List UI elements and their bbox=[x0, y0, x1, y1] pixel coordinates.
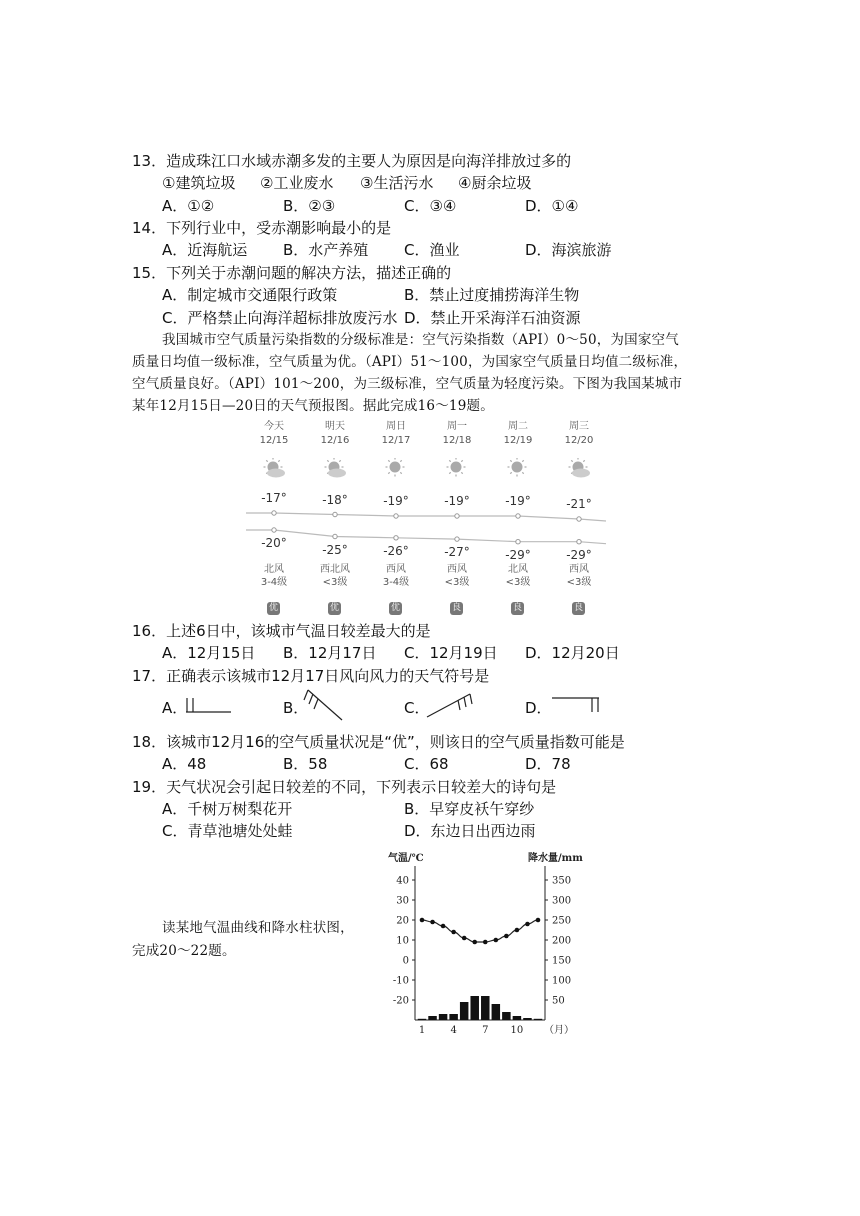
y2-tick-label: 50 bbox=[552, 995, 565, 1007]
y-axis-label: 气温/℃ bbox=[388, 853, 424, 864]
forecast-high-temp: -19° bbox=[444, 494, 470, 508]
y2-tick-label: 200 bbox=[552, 935, 572, 947]
forecast-wind-direction: 西北风 bbox=[320, 564, 350, 575]
forecast-low-temp: -29° bbox=[566, 547, 592, 562]
temperature-point bbox=[483, 940, 488, 945]
temperature-point bbox=[441, 924, 446, 929]
q13-item-3: ③生活污水 bbox=[360, 174, 434, 192]
q19-option-d[interactable]: D．东边日出西边雨 bbox=[404, 822, 536, 840]
aqi-badge bbox=[328, 595, 341, 615]
partly-cloudy-icon bbox=[263, 458, 287, 482]
precip-bar bbox=[439, 1014, 448, 1020]
q14-option-b[interactable]: B．水产养殖 bbox=[283, 241, 369, 259]
sunny-icon bbox=[385, 458, 409, 482]
temperature-point bbox=[462, 936, 467, 941]
forecast-wind-level: <3级 bbox=[566, 577, 592, 588]
precip-bar bbox=[534, 1019, 543, 1020]
forecast-day-label: 今天 bbox=[264, 421, 284, 432]
temperature-point bbox=[430, 920, 435, 925]
high-temp-line-point bbox=[516, 514, 520, 518]
precip-bar bbox=[449, 1014, 458, 1020]
aqi-badge-label: 良 bbox=[512, 603, 522, 613]
low-temp-line-point bbox=[272, 528, 276, 532]
y-tick-label: 0 bbox=[402, 955, 409, 967]
climate-intro-line-1: 读某地气温曲线和降水柱状图， bbox=[162, 920, 354, 936]
forecast-date-label: 12/18 bbox=[442, 435, 472, 446]
forecast-day-label: 周二 bbox=[508, 421, 528, 432]
forecast-day-label: 周一 bbox=[447, 421, 467, 432]
temperature-point bbox=[525, 922, 530, 927]
high-temp-line-point bbox=[455, 514, 459, 518]
forecast-day-label: 明天 bbox=[325, 421, 345, 432]
q13-stem: 13．造成珠江口水域赤潮多发的主要人为原因是向海洋排放过多的 bbox=[132, 152, 572, 170]
forecast-low-temp: -29° bbox=[505, 547, 531, 562]
q18-stem: 18．该城市12月16的空气质量状况是“优”，则该日的空气质量指数可能是 bbox=[132, 733, 625, 751]
aqi-badge-label: 优 bbox=[329, 603, 339, 613]
q17-option-d[interactable]: D． bbox=[525, 699, 552, 717]
precip-bar bbox=[502, 1012, 511, 1020]
temperature-point bbox=[515, 928, 520, 933]
forecast-date-label: 12/15 bbox=[259, 435, 289, 446]
sunny-icon bbox=[446, 458, 470, 482]
forecast-date-label: 12/20 bbox=[564, 435, 594, 446]
aqi-badge bbox=[450, 595, 463, 615]
aqi-badge bbox=[389, 595, 402, 615]
low-temp-line-point bbox=[333, 534, 337, 538]
q16-option-a[interactable]: A．12月15日 bbox=[162, 644, 256, 662]
y-tick-label: 10 bbox=[396, 935, 409, 947]
forecast-wind-level: <3级 bbox=[505, 577, 531, 588]
aqi-badge-label: 优 bbox=[390, 603, 400, 613]
x-tick-label: 4 bbox=[450, 1025, 457, 1036]
y2-tick-label: 150 bbox=[552, 955, 572, 967]
q19-option-a[interactable]: A．千树万树梨花开 bbox=[162, 800, 293, 818]
high-temp-line-point bbox=[272, 511, 276, 515]
forecast-wind-direction: 西风 bbox=[386, 564, 406, 575]
forecast-wind-direction: 西风 bbox=[447, 564, 467, 575]
q15-option-c[interactable]: C．严格禁止向海洋超标排放废污水 bbox=[162, 309, 398, 327]
wind-symbol-c-icon bbox=[424, 690, 474, 720]
forecast-wind-direction: 北风 bbox=[264, 564, 284, 575]
forecast-high-temp: -19° bbox=[383, 494, 409, 508]
q15-option-d[interactable]: D．禁止开采海洋石油资源 bbox=[404, 309, 581, 327]
q17-option-c[interactable]: C． bbox=[404, 699, 430, 717]
y2-tick-label: 250 bbox=[552, 915, 572, 927]
q13-item-2: ②工业废水 bbox=[260, 174, 334, 192]
x-tick-label: 7 bbox=[482, 1025, 489, 1036]
q16-option-d[interactable]: D．12月20日 bbox=[525, 644, 620, 662]
wind-symbol-a-icon bbox=[184, 694, 234, 716]
forecast-low-temp: -26° bbox=[383, 543, 409, 558]
q15-stem: 15．下列关于赤潮问题的解决方法，描述正确的 bbox=[132, 264, 452, 282]
precip-bar bbox=[418, 1019, 427, 1020]
forecast-high-temp: -19° bbox=[505, 494, 531, 508]
q14-option-c[interactable]: C．渔业 bbox=[404, 241, 460, 259]
wind-symbol-d-icon bbox=[550, 694, 602, 716]
high-temp-line bbox=[246, 513, 606, 521]
forecast-date-label: 12/19 bbox=[503, 435, 533, 446]
q17-option-b[interactable]: B． bbox=[283, 699, 309, 717]
forecast-date-label: 12/16 bbox=[320, 435, 350, 446]
q16-option-b[interactable]: B．12月17日 bbox=[283, 644, 377, 662]
q13-item-1: ①建筑垃圾 bbox=[162, 174, 236, 192]
aqi-badge bbox=[572, 595, 585, 615]
q13-option-a[interactable]: A．①② bbox=[162, 197, 215, 215]
q17-option-a[interactable]: A． bbox=[162, 699, 188, 717]
low-temp-line-point bbox=[577, 540, 581, 544]
x-tick-label: 10 bbox=[510, 1025, 524, 1036]
forecast-low-temp: -27° bbox=[444, 545, 470, 560]
q14-option-d[interactable]: D．海滨旅游 bbox=[525, 241, 612, 259]
wind-symbol-b-icon bbox=[302, 686, 348, 724]
y-tick-label: 40 bbox=[396, 875, 409, 887]
temperature-point bbox=[494, 938, 499, 943]
forecast-wind-level: <3级 bbox=[444, 577, 470, 588]
precip-bar bbox=[460, 1002, 469, 1020]
intro-line-1: 我国城市空气质量污染指数的分级标准是：空气污染指数（API）0～50，为国家空气 bbox=[162, 332, 679, 348]
sunny-icon bbox=[507, 458, 531, 482]
y-tick-label: -10 bbox=[392, 975, 409, 987]
precip-bar bbox=[513, 1016, 522, 1020]
temperature-point bbox=[504, 934, 509, 939]
forecast-high-temp: -18° bbox=[322, 492, 348, 507]
temperature-point bbox=[451, 930, 456, 935]
x-unit-label: （月） bbox=[544, 1025, 574, 1036]
q15-option-b[interactable]: B．禁止过度捕捞海洋生物 bbox=[404, 286, 580, 304]
q18-option-d[interactable]: D．78 bbox=[525, 755, 571, 773]
y2-tick-label: 350 bbox=[552, 875, 572, 887]
precip-bar bbox=[481, 996, 490, 1020]
climate-chart bbox=[370, 848, 620, 1040]
forecast-low-temp: -25° bbox=[322, 542, 348, 557]
climate-intro-line-2: 完成20～22题。 bbox=[132, 943, 236, 959]
q16-option-c[interactable]: C．12月19日 bbox=[404, 644, 498, 662]
q19-option-c[interactable]: C．青草池塘处处蛙 bbox=[162, 822, 293, 840]
forecast-wind-direction: 西风 bbox=[569, 564, 589, 575]
forecast-wind-level: 3-4级 bbox=[382, 577, 410, 588]
y-tick-label: 20 bbox=[396, 915, 409, 927]
low-temp-line-point bbox=[455, 537, 459, 541]
aqi-badge-label: 良 bbox=[573, 603, 583, 613]
aqi-badge bbox=[511, 595, 524, 615]
forecast-date-label: 12/17 bbox=[381, 435, 411, 446]
q15-option-a[interactable]: A．制定城市交通限行政策 bbox=[162, 286, 338, 304]
q18-option-c[interactable]: C．68 bbox=[404, 755, 449, 773]
high-temp-line-point bbox=[333, 512, 337, 516]
temperature-curve bbox=[422, 920, 538, 942]
q14-option-a[interactable]: A．近海航运 bbox=[162, 241, 248, 259]
y2-tick-label: 300 bbox=[552, 895, 572, 907]
weather-forecast-figure bbox=[244, 418, 610, 613]
high-temp-line-point bbox=[577, 517, 581, 521]
aqi-badge bbox=[267, 595, 280, 615]
partly-cloudy-icon bbox=[324, 458, 348, 482]
q13-option-b[interactable]: B．②③ bbox=[283, 197, 336, 215]
q13-option-d[interactable]: D．①④ bbox=[525, 197, 579, 215]
low-temp-line-point bbox=[516, 540, 520, 544]
y-tick-label: -20 bbox=[392, 995, 409, 1007]
low-temp-line-point bbox=[394, 536, 398, 540]
forecast-day-label: 周日 bbox=[386, 421, 406, 432]
precip-bar bbox=[492, 1004, 501, 1020]
q13-option-c[interactable]: C．③④ bbox=[404, 197, 457, 215]
temperature-point bbox=[420, 918, 425, 923]
forecast-day-label: 周三 bbox=[569, 421, 589, 432]
q19-option-b[interactable]: B．早穿皮袄午穿纱 bbox=[404, 800, 535, 818]
q19-stem: 19．天气状况会引起日较差的不同，下列表示日较差大的诗句是 bbox=[132, 778, 557, 796]
forecast-wind-direction: 北风 bbox=[508, 564, 528, 575]
intro-line-2: 质量日均值一级标准，空气质量为优。（API）51～100，为国家空气质量日均值二级标准， bbox=[132, 354, 688, 370]
forecast-low-temp: -20° bbox=[261, 536, 287, 550]
partly-cloudy-icon bbox=[568, 458, 592, 482]
aqi-badge-label: 良 bbox=[451, 603, 461, 613]
q17-stem: 17．正确表示该城市12月17日风向风力的天气符号是 bbox=[132, 667, 490, 685]
precip-bar bbox=[470, 996, 479, 1020]
q13-item-4: ④厨余垃圾 bbox=[458, 174, 532, 192]
forecast-high-temp: -21° bbox=[566, 497, 592, 511]
y2-axis-label: 降水量/mm bbox=[528, 853, 583, 864]
intro-line-3: 空气质量良好。（API）101～200，为三级标准，空气质量为轻度污染。下图为我国某城市 bbox=[132, 376, 683, 392]
precip-bar bbox=[428, 1016, 437, 1020]
forecast-high-temp: -17° bbox=[261, 491, 287, 505]
y-tick-label: 30 bbox=[396, 895, 409, 907]
q14-stem: 14．下列行业中，受赤潮影响最小的是 bbox=[132, 219, 392, 237]
q16-stem: 16．上述6日中，该城市气温日较差最大的是 bbox=[132, 622, 431, 640]
x-tick-label: 1 bbox=[418, 1025, 426, 1036]
forecast-wind-level: <3级 bbox=[322, 577, 348, 588]
high-temp-line-point bbox=[394, 514, 398, 518]
intro-line-4: 某年12月15日—20日的天气预报图。据此完成16～19题。 bbox=[132, 398, 494, 414]
forecast-wind-level: 3-4级 bbox=[260, 577, 288, 588]
q18-option-b[interactable]: B．58 bbox=[283, 755, 328, 773]
y2-tick-label: 100 bbox=[552, 975, 572, 987]
aqi-badge-label: 优 bbox=[268, 603, 278, 613]
q18-option-a[interactable]: A．48 bbox=[162, 755, 207, 773]
precip-bar bbox=[523, 1018, 532, 1020]
temperature-point bbox=[472, 940, 477, 945]
temperature-point bbox=[536, 918, 541, 923]
